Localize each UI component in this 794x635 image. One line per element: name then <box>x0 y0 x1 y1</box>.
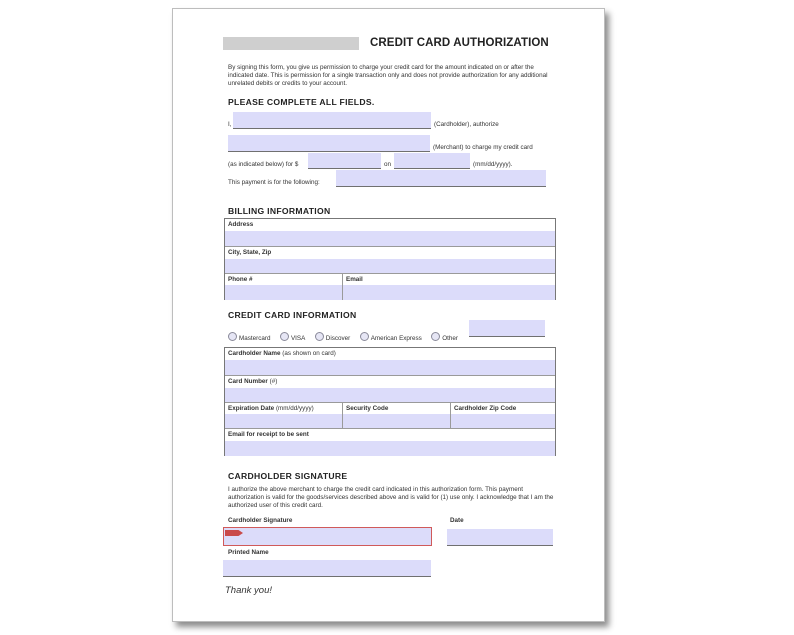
line3-on: on <box>384 161 392 168</box>
section-card-heading: CREDIT CARD INFORMATION <box>228 310 357 320</box>
radio-icon[interactable] <box>315 332 324 341</box>
receipt-field[interactable] <box>225 441 555 456</box>
card-type-mastercard[interactable]: Mastercard <box>228 332 271 342</box>
number-field[interactable] <box>225 388 555 403</box>
exp-label: Expiration Date (mm/dd/yyyy) <box>228 405 314 412</box>
logo-placeholder <box>223 37 359 50</box>
line3-prefix: (as indicated below) for $ <box>228 161 299 168</box>
security-cell[interactable] <box>342 403 451 429</box>
signature-field[interactable] <box>223 527 432 546</box>
intro-text: By signing this form, you give us permission to charge your credit card for the amount indicated on or after the indicated date. This is permission for a single transaction only and does not provide authorization for any additional unrelated debits or credits to your account. <box>228 64 548 88</box>
line3-suffix: (mm/dd/yyyy). <box>473 161 513 168</box>
exp-field[interactable] <box>225 414 342 429</box>
form-title: CREDIT CARD AUTHORIZATION <box>370 37 549 49</box>
holder-cell[interactable] <box>225 348 555 375</box>
card-type-visa[interactable]: VISA <box>280 332 305 342</box>
billing-row-city <box>225 246 555 274</box>
line2-suffix: (Merchant) to charge my credit card <box>433 144 533 151</box>
sign-here-flag-icon <box>225 530 243 536</box>
billing-row-contact <box>225 273 555 300</box>
address-label: Address <box>228 221 254 228</box>
billing-row-address <box>225 219 555 246</box>
charge-date-field[interactable] <box>394 153 470 169</box>
card-row-receipt <box>225 428 555 456</box>
signature-label: Cardholder Signature <box>228 517 293 524</box>
amount-field[interactable] <box>308 153 381 169</box>
holder-field[interactable] <box>225 360 555 375</box>
form-page <box>172 8 605 622</box>
phone-cell[interactable] <box>225 274 342 300</box>
radio-icon[interactable] <box>280 332 289 341</box>
card-row-details <box>225 402 555 429</box>
other-card-type-field[interactable] <box>469 320 545 337</box>
city-cell[interactable] <box>225 247 555 274</box>
date-label: Date <box>450 517 464 524</box>
number-cell[interactable] <box>225 376 555 403</box>
card-row-number <box>225 375 555 403</box>
section-complete-heading: PLEASE COMPLETE ALL FIELDS. <box>228 97 375 107</box>
thanks-text: Thank you! <box>225 585 272 596</box>
cardholder-name-field[interactable] <box>233 112 431 129</box>
exp-cell[interactable] <box>225 403 342 429</box>
city-field[interactable] <box>225 259 555 274</box>
receipt-label: Email for receipt to be sent <box>228 431 309 438</box>
zip-field[interactable] <box>451 414 555 429</box>
radio-icon[interactable] <box>431 332 440 341</box>
holder-label: Cardholder Name (as shown on card) <box>228 350 336 357</box>
section-billing-heading: BILLING INFORMATION <box>228 206 331 216</box>
radio-icon[interactable] <box>228 332 237 341</box>
phone-field[interactable] <box>225 285 342 300</box>
phone-label: Phone # <box>228 276 253 283</box>
email-field[interactable] <box>343 285 555 300</box>
security-label: Security Code <box>346 405 389 412</box>
card-row-holder <box>225 348 555 375</box>
zip-cell[interactable] <box>450 403 555 429</box>
address-cell[interactable] <box>225 219 555 246</box>
card-table <box>224 347 556 456</box>
receipt-cell[interactable] <box>225 429 555 456</box>
merchant-name-field[interactable] <box>228 135 430 152</box>
card-type-options <box>228 327 463 345</box>
card-type-discover[interactable]: Discover <box>315 332 351 342</box>
security-field[interactable] <box>343 414 451 429</box>
address-field[interactable] <box>225 231 555 246</box>
billing-table <box>224 218 556 300</box>
email-label: Email <box>346 276 363 283</box>
number-label: Card Number (#) <box>228 378 278 385</box>
printed-name-field[interactable] <box>223 560 431 577</box>
radio-icon[interactable] <box>360 332 369 341</box>
card-type-other[interactable]: Other <box>431 332 458 342</box>
line1-prefix: I, <box>228 121 232 128</box>
city-label: City, State, Zip <box>228 249 272 256</box>
line1-suffix: (Cardholder), authorize <box>434 121 499 128</box>
section-signature-heading: CARDHOLDER SIGNATURE <box>228 471 348 481</box>
email-cell[interactable] <box>342 274 555 300</box>
zip-label: Cardholder Zip Code <box>454 405 517 412</box>
signature-date-field[interactable] <box>447 529 553 546</box>
signature-text: I authorize the above merchant to charge the credit card indicated in this authorization form. This payment authorization is valid for the goods/services described above and is valid for (1) use only. I acknowledge that I am the authorized user of this credit card. <box>228 486 554 510</box>
payment-purpose-field[interactable] <box>336 170 546 187</box>
line4-prefix: This payment is for the following: <box>228 179 320 186</box>
printed-name-label: Printed Name <box>228 549 269 556</box>
card-type-amex[interactable]: American Express <box>360 332 422 342</box>
